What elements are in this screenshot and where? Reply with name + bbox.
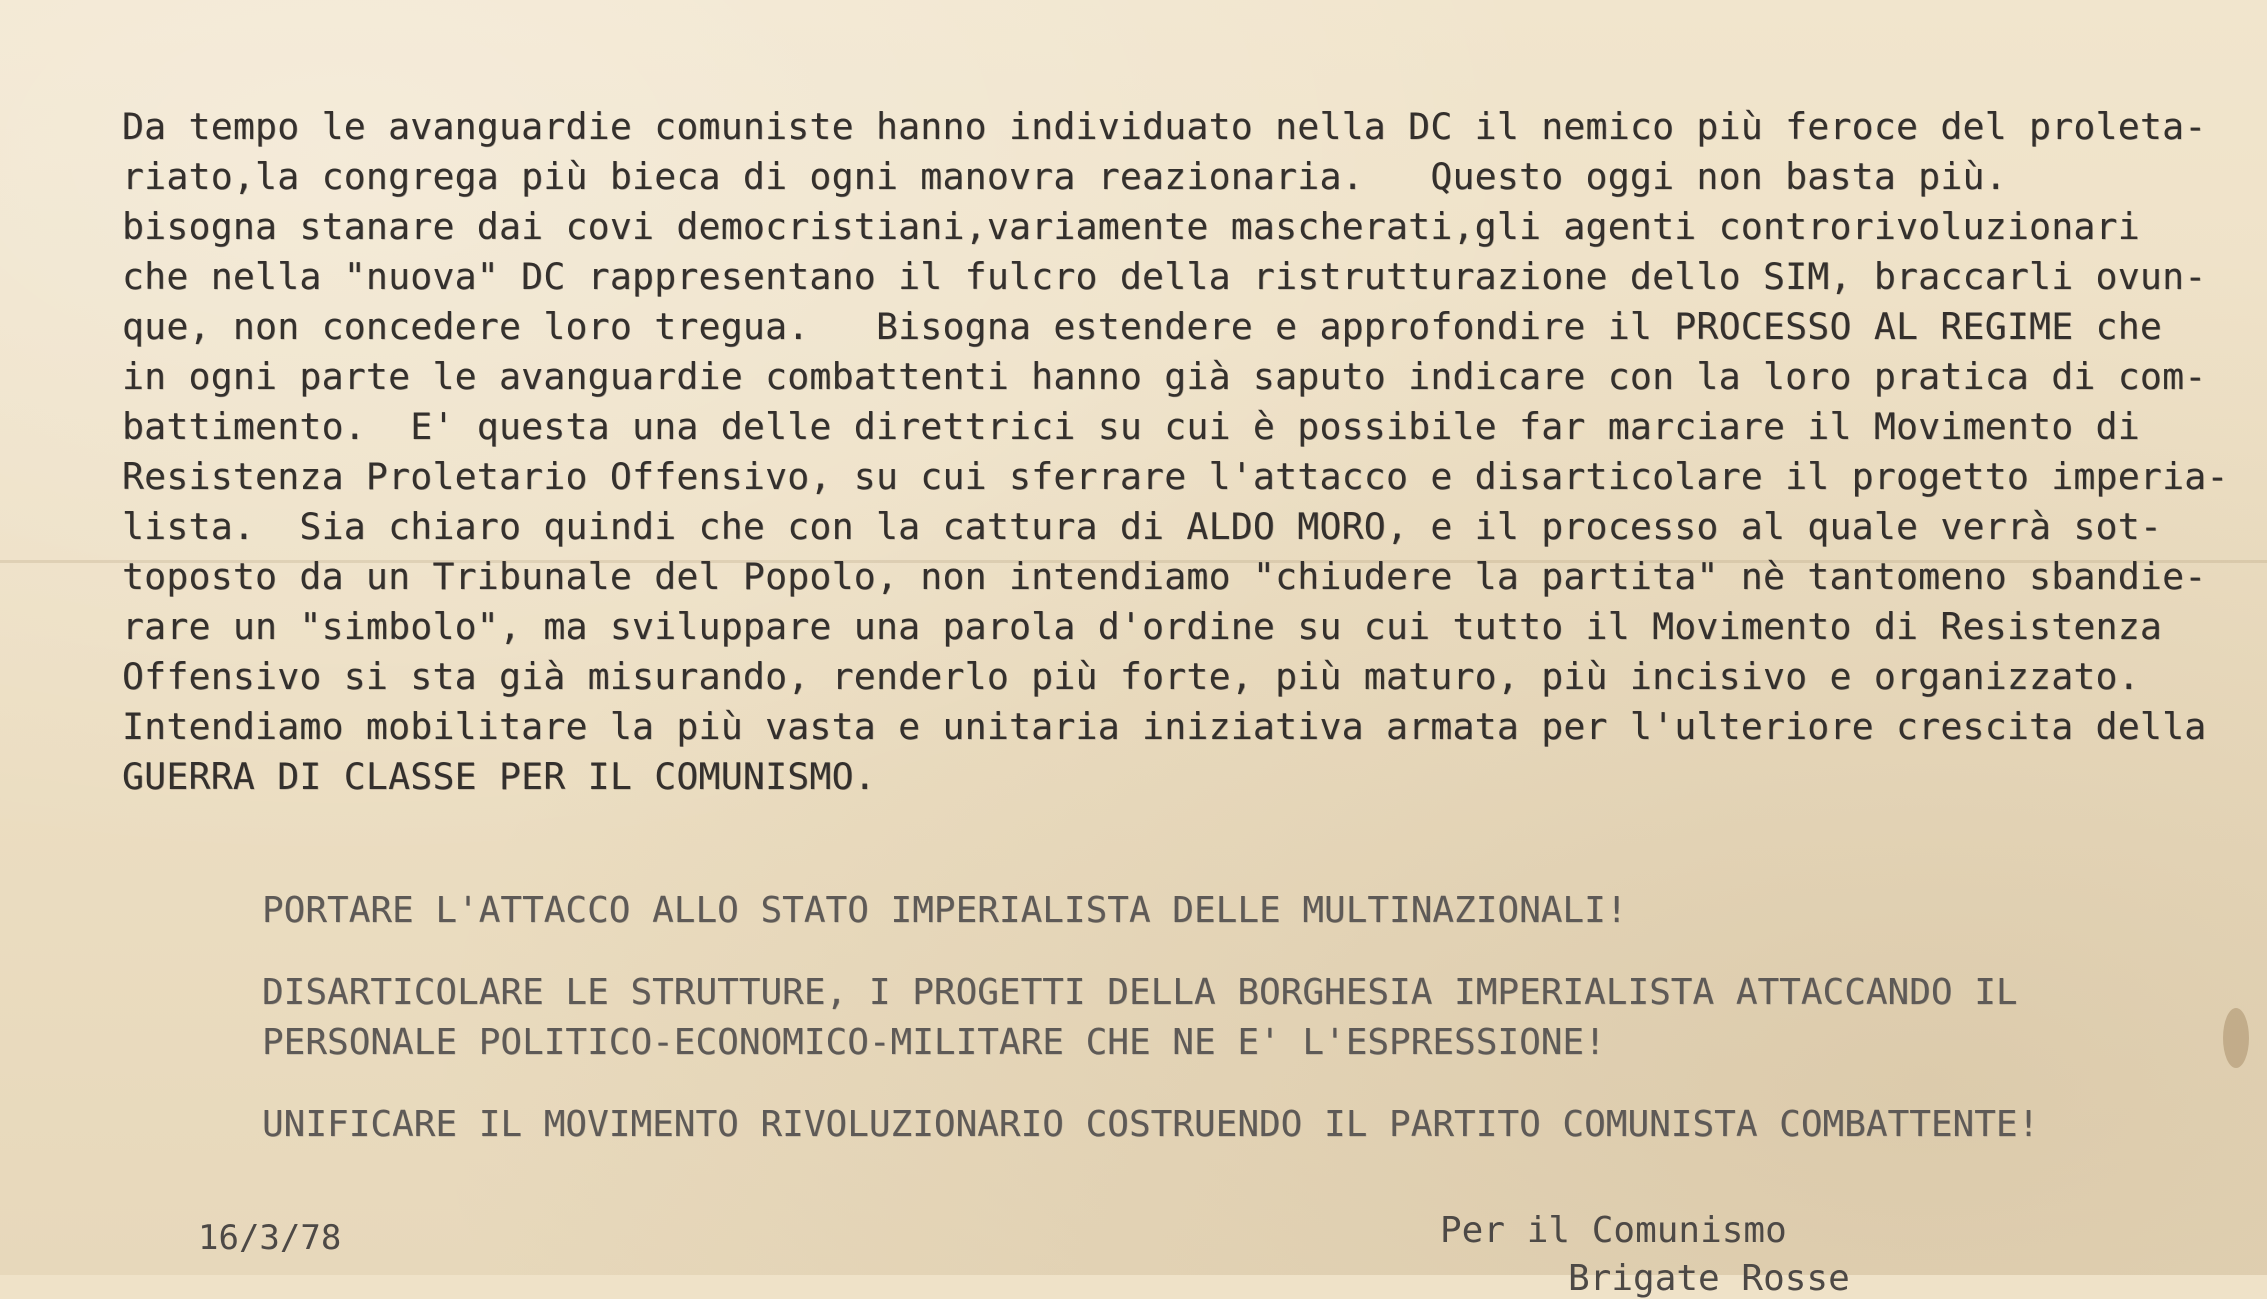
body-line: in ogni parte le avanguardie combattenti hanno già saputo indicare con la loro pratica di com- [122,355,2207,398]
slogan-attack-state: PORTARE L'ATTACCO ALLO STATO IMPERIALISTA DELLE MULTINAZIONALI! [262,890,1628,931]
body-line: Da tempo le avanguardie comuniste hanno individuato nella DC il nemico più feroce del proleta- [122,105,2207,148]
body-line: Resistenza Proletario Offensivo, su cui sferrare l'attacco e disarticolare il progetto imperia- [122,455,2229,498]
body-line: battimento. E' questa una delle direttrici su cui è possibile far marciare il Movimento di [122,405,2140,448]
body-line: toposto da un Tribunale del Popolo, non intendiamo "chiudere la partita" nè tantomeno sbandie- [122,555,2207,598]
body-line: che nella "nuova" DC rappresentano il fulcro della ristrutturazione dello SIM, braccarli ovun- [122,255,2207,298]
body-line: bisogna stanare dai covi democristiani,variamente mascherati,gli agenti controrivoluzionari [122,205,2140,248]
body-line: rare un "simbolo", ma sviluppare una parola d'ordine su cui tutto il Movimento di Resistenza [122,605,2163,648]
document-body-paragraph [122,102,2242,802]
slogan-disarticulate-line-2: PERSONALE POLITICO-ECONOMICO-MILITARE CHE NE E' L'ESPRESSIONE! [262,1022,1606,1063]
slogan-disarticulate-line-1: DISARTICOLARE LE STRUTTURE, I PROGETTI DELLA BORGHESIA IMPERIALISTA ATTACCANDO IL [262,972,2018,1013]
document-date: 16/3/78 [198,1218,342,1258]
body-line: Intendiamo mobilitare la più vasta e unitaria iniziativa armata per l'ulteriore crescita della [122,705,2207,748]
closing-salutation: Per il Comunismo [1440,1210,1787,1251]
body-line: lista. Sia chiaro quindi che con la cattura di ALDO MORO, e il processo al quale verrà sot- [122,505,2163,548]
paper-stain [2223,1008,2249,1068]
body-line: que, non concedere loro tregua. Bisogna estendere e approfondire il PROCESSO AL REGIME che [122,305,2163,348]
body-line: GUERRA DI CLASSE PER IL COMUNISMO. [122,755,876,798]
body-line: riato,la congrega più bieca di ogni manovra reazionaria. Questo oggi non basta più. [122,155,2007,198]
slogan-unify-movement: UNIFICARE IL MOVIMENTO RIVOLUZIONARIO COSTRUENDO IL PARTITO COMUNISTA COMBATTENTE! [262,1104,2040,1145]
body-line: Offensivo si sta già misurando, renderlo più forte, più maturo, più incisivo e organizzato. [122,655,2140,698]
closing-signature-partial: Brigate Rosse [1568,1258,1850,1299]
